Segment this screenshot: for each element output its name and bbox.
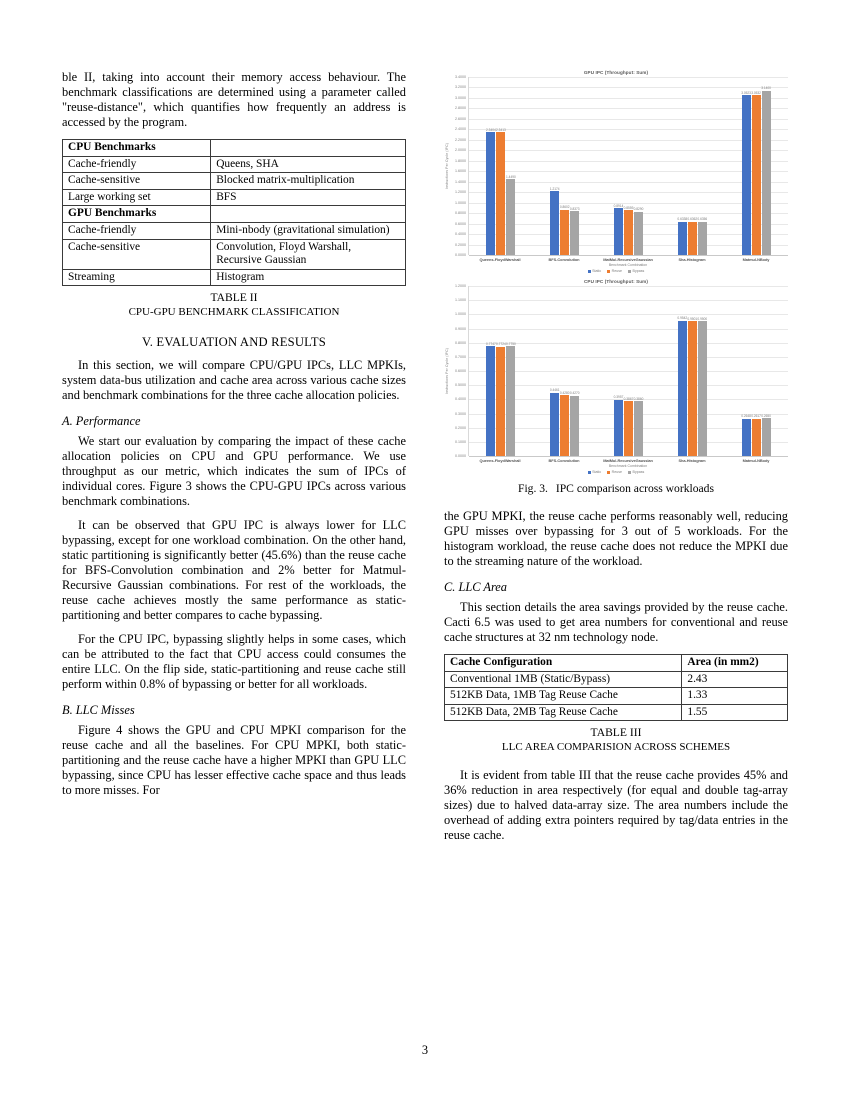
- x-axis-label: Benchmark Combination: [608, 464, 648, 468]
- legend-label: Reuse: [611, 470, 623, 474]
- chart-bar-value-label: 0.8914: [613, 203, 624, 208]
- x-axis-tick-label: Sha-Histogram: [678, 458, 706, 463]
- chart-bar[interactable]: [687, 217, 698, 255]
- paragraph-b1: Figure 4 shows the GPU and CPU MPKI comparison for the reuse cache and all the baselines. For CPU MPKI, both static-partitioning and the reuse cache have a higher MPKI than GPU LLC bypassing, since CPU has lesser effective cache space and thus leads to more misses. For: [62, 723, 406, 798]
- page-number: 3: [421, 1043, 429, 1057]
- chart-plot-row: [444, 286, 788, 456]
- chart-bar-value-label: 0.3860: [633, 396, 644, 401]
- y-axis-tick-label: 0.4000: [455, 397, 466, 402]
- chart-bar[interactable]: [687, 316, 698, 456]
- chart-legend: [444, 470, 788, 474]
- chart-bar-group: [597, 286, 661, 456]
- chart-bar[interactable]: [623, 396, 634, 456]
- y-axis-tick-label: 0.8000: [455, 211, 466, 216]
- table-cell-config: Conventional 1MB (Static/Bypass): [445, 671, 682, 688]
- y-axis-tick-label: 3.2000: [455, 85, 466, 90]
- paragraph-section-v-intro: In this section, we will compare CPU/GPU IPCs, LLC MPKIs, system data-bus utilization and cache area across various cache sizes and benchmark combinations for the three cache allocation policies.: [62, 358, 406, 403]
- chart-bar-value-label: 0.2617: [751, 414, 761, 419]
- table-row: [63, 206, 406, 223]
- chart-bar-value-label: 0.8559: [623, 205, 634, 210]
- table-2-caption: [62, 291, 406, 319]
- right-column: [444, 70, 788, 852]
- table-3-caption-text: LLC AREA COMPARISION ACROSS SCHEMES: [501, 741, 731, 754]
- y-axis-ticks: [450, 286, 468, 456]
- chart-bar-value-label: 1.4490: [506, 174, 516, 179]
- y-axis-tick-label: 0.6000: [455, 369, 466, 373]
- x-axis-tick-label: Sha-Histogram: [678, 257, 706, 262]
- table-cell-benchmarks: Mini-nbody (gravitational simulation): [211, 222, 406, 239]
- y-axis-tick-label: 1.8000: [455, 158, 466, 163]
- chart-gridline: [469, 456, 788, 457]
- y-axis-tick-label: 0.0000: [455, 253, 466, 257]
- table-row: [445, 671, 788, 688]
- table-cell-benchmarks: [211, 140, 406, 157]
- y-axis-tick-label: 0.5000: [455, 383, 466, 388]
- chart-bar-group: [724, 286, 788, 456]
- y-axis-tick-label: 1.6000: [455, 169, 466, 174]
- legend-color-swatch: [607, 270, 610, 273]
- chart-bar-value-label: 0.7750: [506, 341, 516, 346]
- x-axis-tick-label: BFS-Convolution: [548, 257, 580, 262]
- section-title: EVALUATION AND RESULTS: [156, 335, 326, 350]
- chart-bar-value-label: 0.9501: [687, 316, 698, 321]
- table-cell-benchmarks: Blocked matrix-multiplication: [211, 173, 406, 190]
- paragraph-a1: We start our evaluation by comparing the impact of these cache allocation policies on CPU and GPU performance. We use throughput as our metric, which indicates the sum of IPCs of individual cores. Figure 3 shows the CPU-GPU IPCs across various benchmark combinations.: [62, 434, 406, 509]
- chart-bar[interactable]: [559, 390, 570, 456]
- table-row: [63, 239, 406, 269]
- chart-plot-area: [468, 286, 788, 456]
- legend-item[interactable]: [588, 470, 602, 474]
- chart-bar-value-label: 0.4280: [559, 390, 570, 395]
- legend-item[interactable]: [588, 269, 602, 273]
- chart-bar-value-label: 0.6356: [697, 217, 708, 222]
- chart-bar[interactable]: [751, 90, 761, 255]
- legend-color-swatch: [588, 471, 591, 474]
- chart-bar-value-label: 0.2650: [761, 413, 771, 418]
- y-axis-tick-label: 1.2000: [455, 190, 466, 195]
- chart-bar-value-label: 3.0532: [751, 90, 761, 95]
- paragraph-c2: It is evident from table III that the reuse cache provides 45% and 36% reduction in area respectively (for equal and double tag-array sizes) due to halved data-array size. The area numbers include the overhead of adding extra pointers required by tag/data entries in the reuse cache.: [444, 768, 788, 843]
- chart-bar-value-label: 0.3867: [623, 396, 634, 401]
- table-column-header: Area (in mm2): [682, 655, 788, 672]
- chart-bar-value-label: 0.3957: [613, 395, 624, 400]
- section-number: V.: [142, 335, 154, 350]
- chart-bar-value-label: 0.4270: [569, 391, 580, 396]
- chart-bar[interactable]: [623, 205, 634, 255]
- table-cell-area: 2.43: [682, 671, 788, 688]
- table-cell-benchmarks: BFS: [211, 189, 406, 206]
- table-2-caption-text: CPU-GPU BENCHMARK CLASSIFICATION: [128, 306, 340, 319]
- chart-bar-groups: [469, 77, 788, 255]
- y-axis-tick-label: 1.1000: [455, 298, 466, 303]
- table-row: [63, 156, 406, 173]
- table-column-header: Cache Configuration: [445, 655, 682, 672]
- chart-bar[interactable]: [549, 388, 560, 456]
- table-cell-area: 1.33: [682, 688, 788, 705]
- chart-bar-group: [533, 77, 597, 255]
- y-axis-tick-label: 0.0000: [455, 454, 466, 458]
- y-axis-tick-label: 3.0000: [455, 95, 466, 100]
- chart-bar-group: [597, 77, 661, 255]
- table-cell-category: Large working set: [63, 189, 211, 206]
- chart-bar-value-label: 3.0523: [741, 90, 751, 95]
- chart-bar-value-label: 0.7724: [496, 342, 506, 347]
- y-axis-tick-label: 0.8000: [455, 340, 466, 345]
- y-axis-tick-label: 2.2000: [455, 137, 466, 142]
- table-row: [63, 140, 406, 157]
- chart-bar[interactable]: [697, 217, 708, 255]
- figure-3-gpu-ipc-chart: [444, 70, 788, 273]
- y-axis-tick-label: 2.0000: [455, 148, 466, 153]
- legend-label: Static: [592, 470, 602, 474]
- legend-label: Static: [592, 269, 602, 273]
- legend-color-swatch: [588, 270, 591, 273]
- y-axis-tick-label: 0.6000: [455, 221, 466, 226]
- y-axis-tick-label: 2.6000: [455, 116, 466, 121]
- table-cell-benchmarks: Histogram: [211, 269, 406, 286]
- chart-bar[interactable]: [486, 341, 496, 456]
- table-cell-category: Cache-friendly: [63, 156, 211, 173]
- chart-bar-value-label: 0.6338: [677, 217, 688, 222]
- chart-bar-group: [660, 77, 724, 255]
- chart-bar[interactable]: [741, 414, 751, 457]
- chart-title: CPU IPC (Throughput: Sum): [584, 279, 648, 284]
- chart-bar[interactable]: [549, 186, 560, 255]
- legend-color-swatch: [628, 471, 631, 474]
- table-cell-benchmarks: Queens, SHA: [211, 156, 406, 173]
- chart-bar[interactable]: [741, 90, 751, 255]
- chart-bar-group: [724, 77, 788, 255]
- table-row: [63, 269, 406, 286]
- x-axis-tick-label: MatMul-RecursiveGaussian: [603, 257, 653, 262]
- chart-bar[interactable]: [486, 127, 496, 255]
- chart-bar-value-label: 0.9500: [697, 316, 708, 321]
- y-axis-tick-label: 1.0000: [455, 200, 466, 205]
- chart-bar-value-label: 3.1400: [761, 86, 771, 91]
- table-2-caption-label: TABLE II: [210, 291, 258, 305]
- table-cell-benchmarks: Convolution, Floyd Warshall, Recursive Gaussian: [211, 239, 406, 269]
- table-row: [445, 704, 788, 721]
- table-3-caption: [444, 726, 788, 754]
- left-column: [62, 70, 406, 852]
- table-cell-category: Cache-friendly: [63, 222, 211, 239]
- table-3-llc-area: [444, 654, 788, 721]
- legend-label: Bypass: [632, 470, 645, 474]
- y-axis-tick-label: 1.2000: [455, 284, 466, 288]
- table-row: [63, 189, 406, 206]
- subsection-a-performance: A. Performance: [62, 414, 141, 429]
- y-axis-tick-label: 0.7000: [455, 354, 466, 359]
- legend-color-swatch: [628, 270, 631, 273]
- y-axis-tick-label: 1.4000: [455, 179, 466, 184]
- chart-bar[interactable]: [506, 341, 516, 456]
- table-cell-category: Streaming: [63, 269, 211, 286]
- chart-gridline: [469, 255, 788, 256]
- chart-bar[interactable]: [633, 396, 644, 456]
- y-axis-tick-label: 1.0000: [455, 312, 466, 317]
- chart-bar[interactable]: [569, 206, 580, 255]
- x-axis-tick-label: Queens-FloydWarshall: [479, 458, 521, 463]
- legend-label: Bypass: [632, 269, 645, 273]
- paragraph-a2: It can be observed that GPU IPC is always lower for LLC bypassing, except for one workload combination. On the other hand, static partitioning is significantly better (45.6%) than the reuse cache for BFS-Convolution combination and 2% better for Matmul-Recursive Gaussian combinations. For rest of the workloads, the reuse cache achieves mostly the same performance as static-partitioning and better compares to cache bypassing.: [62, 518, 406, 623]
- chart-bar-value-label: 0.8290: [633, 207, 644, 212]
- chart-bar-groups: [469, 286, 788, 456]
- chart-bar-value-label: 2.3413: [496, 127, 506, 132]
- chart-bar[interactable]: [697, 316, 708, 456]
- x-axis-tick-label: Queens-FloydWarshall: [479, 257, 521, 262]
- table-cell-category: GPU Benchmarks: [63, 206, 211, 223]
- legend-item[interactable]: [607, 470, 622, 474]
- chart-bar[interactable]: [677, 217, 688, 255]
- figure-3-caption: [444, 482, 788, 495]
- chart-bar-value-label: 0.2648: [741, 414, 751, 418]
- chart-bar-group: [469, 77, 533, 255]
- paragraph-intro: ble II, taking into account their memory access behaviour. The benchmark classifications are determined using a parameter called "reuse-distance", which quantifies how frequently an address is accessed by the program.: [62, 70, 406, 129]
- x-axis-tick-label: BFS-Convolution: [548, 458, 580, 463]
- y-axis-label: Instructions Per Cycle (IPC): [445, 348, 449, 394]
- legend-item[interactable]: [628, 470, 644, 474]
- subsection-c-llc-area: C. LLC Area: [444, 580, 508, 594]
- figure-3-caption-label: Fig. 3.: [518, 482, 548, 495]
- y-axis-tick-label: 2.8000: [455, 106, 466, 111]
- chart-legend: [444, 269, 788, 273]
- x-axis-tick-label: Matmul-NBody: [742, 257, 770, 262]
- chart-bar-value-label: 0.9542: [677, 316, 688, 321]
- table-row: [445, 688, 788, 705]
- legend-item[interactable]: [607, 269, 622, 273]
- chart-bar[interactable]: [751, 414, 761, 456]
- y-axis-tick-label: 0.1000: [455, 439, 466, 444]
- chart-title: GPU IPC (Throughput: Sum): [583, 70, 649, 75]
- chart-bar-group: [660, 286, 724, 456]
- paragraph-a3: For the CPU IPC, bypassing slightly helps in some cases, which can be attributed to the fact that CPU access could consumes the entire LLC. On the flip side, static-partitioning and reuse cache still perform within 0.8% of bypassing or better for all workloads.: [62, 632, 406, 692]
- paragraph-c1: This section details the area savings provided by the reuse cache. Cacti 6.5 was used to get area numbers for conventional and reuse cache structures at 32 nm technology node.: [444, 600, 788, 644]
- y-axis-tick-label: 0.4000: [455, 232, 466, 237]
- legend-color-swatch: [607, 471, 610, 474]
- y-axis-tick-label: 0.2000: [455, 425, 466, 430]
- y-axis-tick-label: 0.9000: [455, 326, 466, 331]
- chart-bar-value-label: 0.4461: [549, 388, 560, 393]
- table-cell-category: Cache-sensitive: [63, 173, 211, 190]
- y-axis-label: Instructions Per Cycle (IPC): [445, 143, 449, 189]
- chart-bar-value-label: 0.6362: [687, 217, 698, 222]
- table-cell-benchmarks: [211, 206, 406, 223]
- chart-bar[interactable]: [496, 127, 506, 255]
- table-2-benchmark-classification: [62, 139, 406, 286]
- table-header-row: [445, 655, 788, 672]
- paragraph-b2: the GPU MPKI, the reuse cache performs reasonably well, reducing GPU misses over bypassing for 3 out of 5 workloads. For the histogram workload, the reuse cache does not reduce the MPKI due to the streaming nature of the workload.: [444, 509, 788, 568]
- table-cell-config: 512KB Data, 2MB Tag Reuse Cache: [445, 704, 682, 721]
- x-axis-ticks: [468, 255, 788, 262]
- table-cell-config: 512KB Data, 1MB Tag Reuse Cache: [445, 688, 682, 705]
- chart-plot-area: [468, 77, 788, 255]
- chart-bar[interactable]: [613, 203, 624, 255]
- figure-3-cpu-ipc-chart: [444, 279, 788, 474]
- subsection-b-llc-misses: B. LLC Misses: [62, 703, 135, 718]
- x-axis-label: Benchmark Combination: [608, 263, 648, 267]
- chart-bar[interactable]: [569, 391, 580, 456]
- chart-bar-value-label: 0.8602: [559, 205, 570, 210]
- two-column-layout: [62, 70, 788, 852]
- chart-bar[interactable]: [559, 205, 570, 255]
- chart-bar[interactable]: [761, 413, 771, 456]
- y-axis-ticks: [450, 77, 468, 255]
- chart-bar-group: [533, 286, 597, 456]
- chart-bar-value-label: 0.7747: [486, 341, 496, 346]
- x-axis-ticks: [468, 456, 788, 463]
- chart-plot-row: [444, 77, 788, 255]
- table-row: [63, 173, 406, 190]
- chart-bar[interactable]: [761, 86, 771, 255]
- chart-bar[interactable]: [613, 395, 624, 456]
- table-cell-area: 1.55: [682, 704, 788, 721]
- chart-bar-value-label: 2.3404: [486, 127, 496, 132]
- legend-label: Reuse: [611, 269, 623, 273]
- chart-bar-value-label: 0.8373: [569, 206, 580, 211]
- table-cell-category: Cache-sensitive: [63, 239, 211, 269]
- x-axis-tick-label: Matmul-NBody: [742, 458, 770, 463]
- legend-item[interactable]: [628, 269, 644, 273]
- chart-bar[interactable]: [633, 207, 644, 255]
- figure-3-caption-text: IPC comparison across workloads: [555, 482, 714, 495]
- table-3-caption-label: TABLE III: [590, 726, 642, 740]
- section-heading-evaluation: [62, 335, 406, 350]
- chart-bar-value-label: 1.2174: [549, 186, 560, 191]
- chart-bar[interactable]: [506, 174, 516, 255]
- chart-bar[interactable]: [496, 342, 506, 456]
- y-axis-tick-label: 0.3000: [455, 411, 466, 416]
- chart-bar-group: [469, 286, 533, 456]
- chart-bar[interactable]: [677, 316, 688, 456]
- x-axis-tick-label: MatMul-RecursiveGaussian: [603, 458, 653, 463]
- table-row: [63, 222, 406, 239]
- y-axis-tick-label: 0.2000: [455, 242, 466, 247]
- table-cell-category: CPU Benchmarks: [63, 140, 211, 157]
- y-axis-tick-label: 3.4000: [455, 75, 466, 79]
- y-axis-tick-label: 2.4000: [455, 127, 466, 132]
